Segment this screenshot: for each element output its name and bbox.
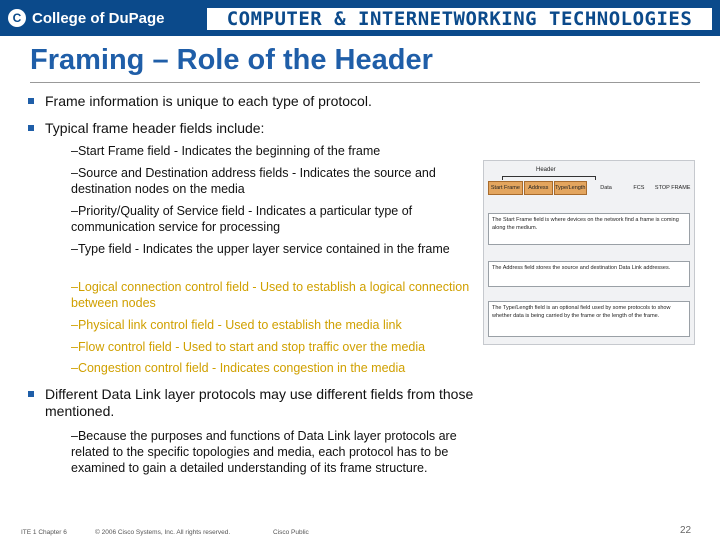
field-source-destination: –Source and Destination address fields - Indicates the source and destination nodes on the media (71, 166, 436, 196)
closing-note: –Because the purposes and functions of Data Link layer protocols are related to the specific topologies and media, each protocol has to be examined to gain a detailed understanding of its frame structure. (71, 429, 457, 475)
frame-field-row (488, 181, 692, 195)
college-name: College of DuPage (32, 9, 165, 27)
department-banner: COMPUTER & INTERNETWORKING TECHNOLOGIES (207, 8, 712, 30)
caption-address: The Address field stores the source and destination Data Link addresses. (488, 261, 690, 287)
caption-type-length: The Type/Length field is an optional field used by some protocols to show whether data is being carried by the frame or the length of the frame. (488, 301, 690, 337)
footer-classification: Cisco Public (273, 529, 309, 536)
slide-title: Framing – Role of the Header (30, 44, 433, 76)
title-divider (30, 82, 700, 83)
header-bracket (502, 176, 596, 180)
footer-course: ITE 1 Chapter 6 (21, 529, 67, 536)
bullet-text: Typical frame header fields include: (45, 120, 265, 136)
field-priority-qos: –Priority/Quality of Service field - Indicates a particular type of communication service for processing (71, 204, 413, 234)
college-logo-icon: C (8, 9, 26, 27)
frame-header-diagram (483, 160, 695, 345)
bullet-text: Different Data Link layer protocols may use different fields from those mentioned. (45, 386, 474, 419)
top-banner (0, 0, 720, 36)
field-type: –Type field - Indicates the upper layer service contained in the frame (71, 242, 450, 256)
cell-data: Data (588, 181, 625, 195)
field-flow-control: –Flow control field - Used to start and stop traffic over the media (71, 340, 426, 354)
cell-stop-frame: STOP FRAME (653, 181, 692, 195)
page-number: 22 (680, 525, 692, 536)
field-congestion-control: –Congestion control field - Indicates congestion in the media (71, 361, 406, 375)
bullet-square-icon (28, 98, 34, 104)
cell-address: Address (524, 181, 553, 195)
cell-type-length: Type/Length (554, 181, 587, 195)
college-logo (8, 7, 165, 29)
bullet-text: Frame information is unique to each type of protocol. (45, 93, 372, 109)
bullet-square-icon (28, 125, 34, 131)
field-physical-link: –Physical link control field - Used to establish the media link (71, 318, 402, 332)
caption-start-frame: The Start Frame field is where devices on the network find a frame is coming along the medium. (488, 213, 690, 245)
cell-fcs: FCS (625, 181, 652, 195)
footer-copyright: © 2006 Cisco Systems, Inc. All rights reserved. (95, 529, 231, 536)
cell-start-frame: Start Frame (488, 181, 523, 195)
diagram-header-label: Header (536, 167, 556, 173)
field-logical-connection: –Logical connection control field - Used to establish a logical connection between nodes (71, 280, 470, 310)
bullet-square-icon (28, 391, 34, 397)
field-start-frame: –Start Frame field - Indicates the beginning of the frame (71, 144, 381, 158)
